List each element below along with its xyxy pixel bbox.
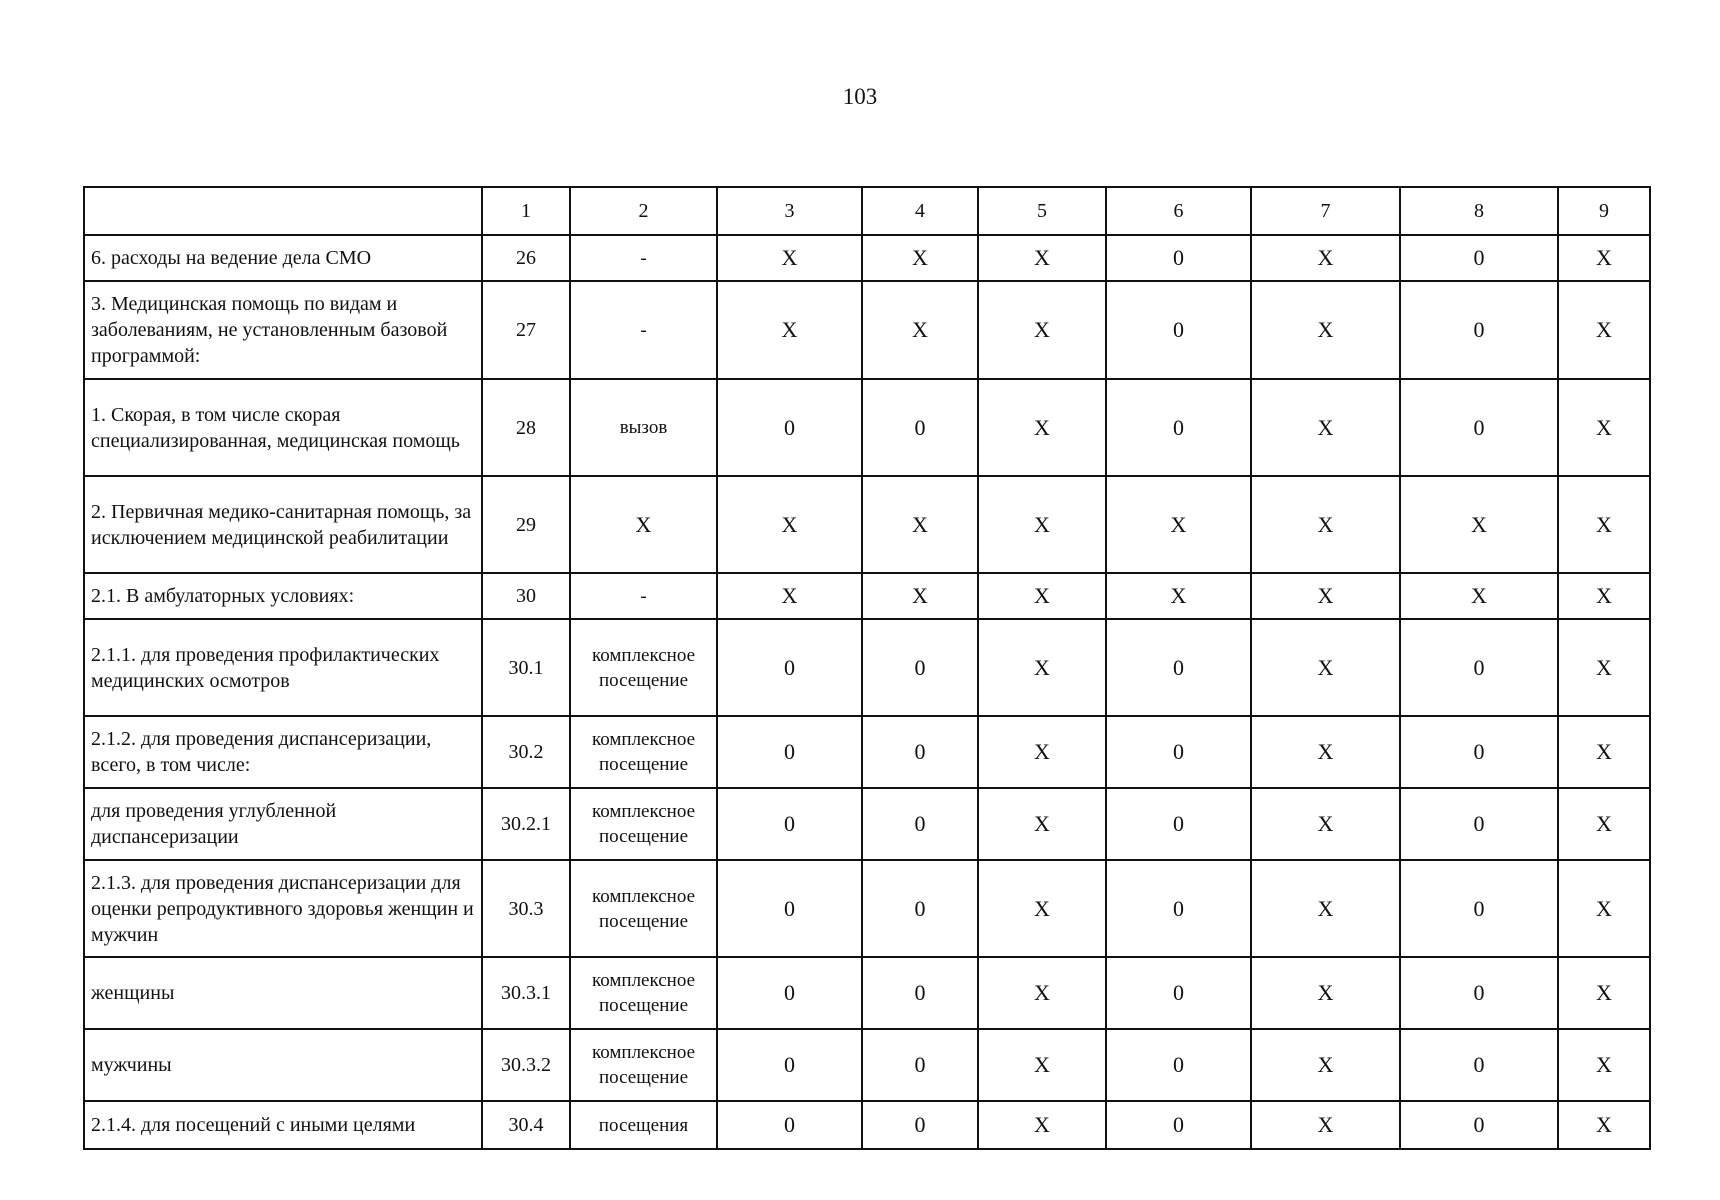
cell-value: X bbox=[862, 476, 978, 573]
cell-value: 0 bbox=[862, 788, 978, 860]
cell-value: X bbox=[1558, 235, 1650, 281]
cell-value: X bbox=[1251, 379, 1400, 476]
cell-value: 0 bbox=[862, 957, 978, 1029]
cell-value: 0 bbox=[717, 957, 862, 1029]
cell-value: 0 bbox=[1400, 235, 1558, 281]
row-name: 6. расходы на ведение дела СМО bbox=[84, 235, 482, 281]
cell-value: X bbox=[978, 1029, 1106, 1101]
row-unit: комплексное посещение bbox=[570, 619, 717, 716]
cell-value: 0 bbox=[862, 379, 978, 476]
table-row bbox=[84, 573, 1650, 619]
cell-value: X bbox=[1251, 281, 1400, 379]
table-row bbox=[84, 1029, 1650, 1101]
cell-value: X bbox=[1400, 476, 1558, 573]
row-name: 2.1.2. для проведения диспансеризации, всего, в том числе: bbox=[84, 716, 482, 788]
cell-value: 0 bbox=[717, 1029, 862, 1101]
row-code: 30.1 bbox=[482, 619, 570, 716]
row-name: женщины bbox=[84, 957, 482, 1029]
cell-value: X bbox=[1400, 573, 1558, 619]
column-header: 1 bbox=[482, 187, 570, 235]
cell-value: 0 bbox=[1106, 1101, 1251, 1149]
row-unit: комплексное посещение bbox=[570, 716, 717, 788]
cell-value: 0 bbox=[717, 716, 862, 788]
row-name: для проведения углубленной диспансеризации bbox=[84, 788, 482, 860]
cell-value: X bbox=[717, 281, 862, 379]
table-row bbox=[84, 1101, 1650, 1149]
cell-value: 0 bbox=[862, 619, 978, 716]
row-name: 2.1. В амбулаторных условиях: bbox=[84, 573, 482, 619]
row-code: 30.3.1 bbox=[482, 957, 570, 1029]
cell-value: 0 bbox=[862, 860, 978, 957]
cell-value: 0 bbox=[1106, 619, 1251, 716]
cell-value: X bbox=[978, 788, 1106, 860]
cell-value: X bbox=[1251, 957, 1400, 1029]
cell-value: 0 bbox=[1106, 860, 1251, 957]
cell-value: X bbox=[978, 716, 1106, 788]
row-name: мужчины bbox=[84, 1029, 482, 1101]
cell-value: 0 bbox=[1400, 1029, 1558, 1101]
column-header: 5 bbox=[978, 187, 1106, 235]
cell-value: X bbox=[1558, 379, 1650, 476]
cell-value: 0 bbox=[1106, 788, 1251, 860]
row-code: 27 bbox=[482, 281, 570, 379]
cell-value: X bbox=[1251, 1101, 1400, 1149]
cell-value: 0 bbox=[862, 1101, 978, 1149]
column-header: 9 bbox=[1558, 187, 1650, 235]
table-row bbox=[84, 788, 1650, 860]
cell-value: 0 bbox=[717, 788, 862, 860]
cell-value: 0 bbox=[862, 1029, 978, 1101]
table-row bbox=[84, 379, 1650, 476]
cell-value: X bbox=[862, 235, 978, 281]
row-unit: посещения bbox=[570, 1101, 717, 1149]
cell-value: X bbox=[1251, 788, 1400, 860]
cell-value: 0 bbox=[1400, 281, 1558, 379]
cell-value: X bbox=[717, 235, 862, 281]
column-header: 7 bbox=[1251, 187, 1400, 235]
table-row bbox=[84, 860, 1650, 957]
cell-value: 0 bbox=[862, 716, 978, 788]
cell-value: 0 bbox=[1400, 379, 1558, 476]
cell-value: 0 bbox=[1400, 1101, 1558, 1149]
cell-value: X bbox=[978, 619, 1106, 716]
row-name: 2.1.3. для проведения диспансеризации для оценки репродуктивного здоровья женщин и мужчин bbox=[84, 860, 482, 957]
cell-value: 0 bbox=[1106, 1029, 1251, 1101]
cell-value: X bbox=[1558, 1029, 1650, 1101]
table-row bbox=[84, 619, 1650, 716]
page-number: 103 bbox=[842, 84, 878, 109]
column-header: 4 bbox=[862, 187, 978, 235]
row-code: 28 bbox=[482, 379, 570, 476]
cell-value: 0 bbox=[717, 619, 862, 716]
cell-value: 0 bbox=[717, 1101, 862, 1149]
cell-value: X bbox=[1558, 619, 1650, 716]
column-header bbox=[84, 187, 482, 235]
cell-value: 0 bbox=[1400, 957, 1558, 1029]
cell-value: X bbox=[1558, 476, 1650, 573]
row-code: 30.4 bbox=[482, 1101, 570, 1149]
table-row bbox=[84, 476, 1650, 573]
row-unit: комплексное посещение bbox=[570, 860, 717, 957]
row-name: 1. Скорая, в том числе скорая специализированная, медицинская помощь bbox=[84, 379, 482, 476]
column-header: 2 bbox=[570, 187, 717, 235]
cell-value: X bbox=[978, 1101, 1106, 1149]
row-unit: вызов bbox=[570, 379, 717, 476]
cell-value: 0 bbox=[717, 860, 862, 957]
row-name: 2.1.1. для проведения профилактических медицинских осмотров bbox=[84, 619, 482, 716]
cell-value: X bbox=[1558, 281, 1650, 379]
row-unit: комплексное посещение bbox=[570, 957, 717, 1029]
row-unit: комплексное посещение bbox=[570, 1029, 717, 1101]
cell-value: 0 bbox=[1400, 716, 1558, 788]
cell-value: X bbox=[978, 281, 1106, 379]
cell-value: 0 bbox=[1106, 281, 1251, 379]
cell-value: X bbox=[1558, 860, 1650, 957]
cell-value: 0 bbox=[1106, 716, 1251, 788]
cell-value: X bbox=[978, 860, 1106, 957]
cell-value: X bbox=[1558, 788, 1650, 860]
cell-value: X bbox=[1251, 1029, 1400, 1101]
row-code: 30 bbox=[482, 573, 570, 619]
cell-value: X bbox=[978, 573, 1106, 619]
cell-value: 0 bbox=[1400, 860, 1558, 957]
row-unit: - bbox=[570, 281, 717, 379]
cell-value: X bbox=[862, 281, 978, 379]
cell-value: X bbox=[1106, 573, 1251, 619]
row-unit: комплексное посещение bbox=[570, 788, 717, 860]
cell-value: X bbox=[978, 957, 1106, 1029]
cell-value: X bbox=[978, 235, 1106, 281]
column-header: 8 bbox=[1400, 187, 1558, 235]
row-code: 30.3.2 bbox=[482, 1029, 570, 1101]
cell-value: X bbox=[862, 573, 978, 619]
cell-value: X bbox=[1251, 573, 1400, 619]
column-header: 6 bbox=[1106, 187, 1251, 235]
cell-value: X bbox=[1558, 716, 1650, 788]
cell-value: 0 bbox=[1106, 957, 1251, 1029]
cell-value: X bbox=[1558, 1101, 1650, 1149]
cell-value: X bbox=[1251, 619, 1400, 716]
row-name: 2.1.4. для посещений с иными целями bbox=[84, 1101, 482, 1149]
cell-value: X bbox=[978, 476, 1106, 573]
cell-value: X bbox=[1558, 573, 1650, 619]
cell-value: X bbox=[717, 573, 862, 619]
cell-value: X bbox=[1251, 235, 1400, 281]
cell-value: 0 bbox=[1106, 235, 1251, 281]
row-unit: X bbox=[570, 476, 717, 573]
row-code: 30.3 bbox=[482, 860, 570, 957]
cell-value: 0 bbox=[717, 379, 862, 476]
row-code: 30.2 bbox=[482, 716, 570, 788]
row-code: 30.2.1 bbox=[482, 788, 570, 860]
cell-value: X bbox=[1251, 860, 1400, 957]
table-row bbox=[84, 235, 1650, 281]
cell-value: X bbox=[1106, 476, 1251, 573]
cell-value: X bbox=[1558, 957, 1650, 1029]
cell-value: 0 bbox=[1400, 788, 1558, 860]
cell-value: X bbox=[717, 476, 862, 573]
data-table bbox=[83, 186, 1651, 1150]
row-name: 2. Первичная медико-санитарная помощь, за исключением медицинской реабилитации bbox=[84, 476, 482, 573]
cell-value: 0 bbox=[1106, 379, 1251, 476]
cell-value: X bbox=[1251, 716, 1400, 788]
cell-value: X bbox=[978, 379, 1106, 476]
table-row bbox=[84, 716, 1650, 788]
row-unit: - bbox=[570, 573, 717, 619]
row-code: 26 bbox=[482, 235, 570, 281]
table-row bbox=[84, 957, 1650, 1029]
column-header: 3 bbox=[717, 187, 862, 235]
row-unit: - bbox=[570, 235, 717, 281]
table-row bbox=[84, 281, 1650, 379]
cell-value: 0 bbox=[1400, 619, 1558, 716]
row-name: 3. Медицинская помощь по видам и заболеваниям, не установленным базовой программой: bbox=[84, 281, 482, 379]
table-header-row bbox=[84, 187, 1650, 235]
row-code: 29 bbox=[482, 476, 570, 573]
cell-value: X bbox=[1251, 476, 1400, 573]
